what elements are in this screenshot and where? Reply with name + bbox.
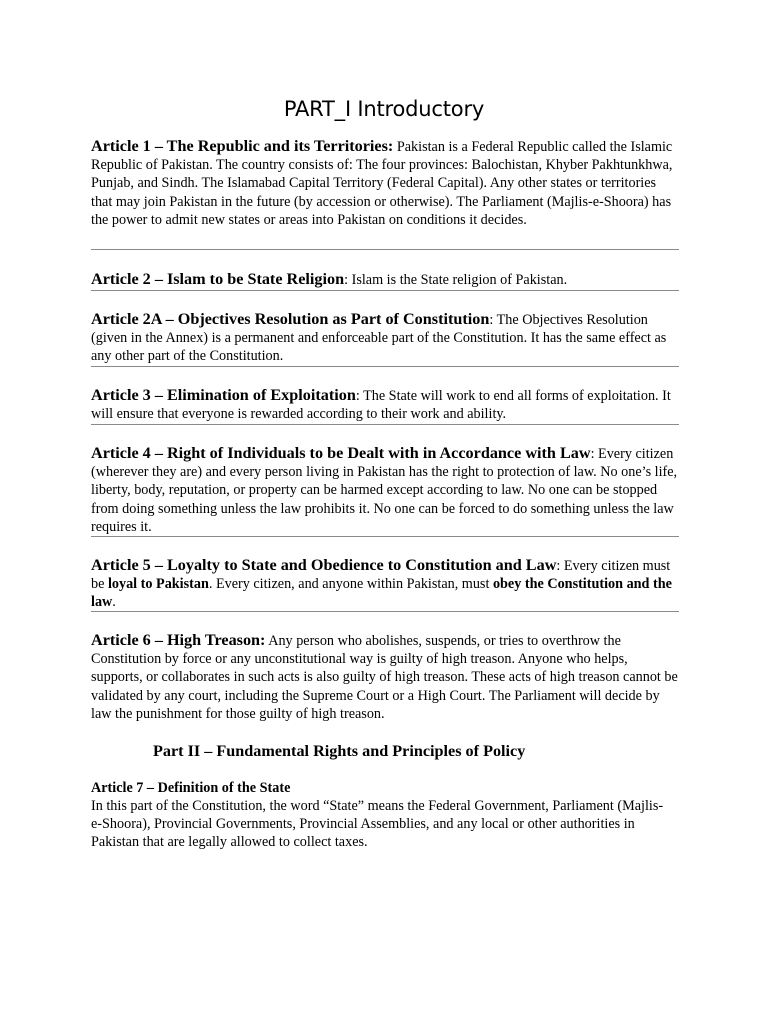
section-divider xyxy=(91,536,679,537)
article-2-body: : Islam is the State religion of Pakistan. xyxy=(344,272,568,288)
article-5-body-c: . xyxy=(112,594,116,611)
article-6-heading: Article 6 – High Treason: xyxy=(91,631,266,649)
article-6 xyxy=(91,631,679,723)
article-5-body-a: : Every citizen must be xyxy=(91,558,671,593)
article-5-bold-a: loyal to Pakistan xyxy=(107,576,209,593)
article-2a-heading: Article 2A – Objectives Resolution as Part of Constitution xyxy=(91,310,490,328)
article-2a-body: : The Objectives Resolution (given in the Annex) is a permanent and enforceable part of the Constitution. It has the same effect as any other part of the Constitution. xyxy=(91,312,667,365)
section-divider xyxy=(91,366,679,367)
article-4 xyxy=(91,444,679,536)
section-divider xyxy=(91,249,679,250)
article-5-body-b: . Every citizen, and anyone within Pakistan, must xyxy=(208,576,493,593)
article-3-heading: Article 3 – Elimination of Exploitation xyxy=(91,386,356,404)
article-6-body: Any person who abolishes, suspends, or tries to overthrow the Constitution by force or any unconstitutional way is guilty of high treason. Anyone who helps, supports, or collaborates in such acts is also guilty of high treason. These acts of high treason cannot be validated by any court, including the Supreme Court or a High Court. The Parliament will decide by law the punishment for those guilty of high treason. xyxy=(91,633,678,722)
article-1-body: Pakistan is a Federal Republic called the Islamic Republic of Pakistan. The country consists of: The four provinces: Balochistan, Khyber Pakhtunkhwa, Punjab, and Sindh. The Islamabad Capital Territory (Federal Capital). Any other states or territories that may join Pakistan in the future (by accession or otherwise). The Parliament (Majlis-e-Shoora) has the power to admit new states or areas into Pakistan on conditions it decides. xyxy=(91,139,673,228)
article-5-heading: Article 5 – Loyalty to State and Obedience to Constitution and Law xyxy=(91,556,557,574)
article-3 xyxy=(91,386,679,423)
article-2 xyxy=(91,270,679,289)
article-5-bold-b: obey the Constitution and the law xyxy=(91,576,672,611)
article-7-heading: Article 7 – Definition of the State xyxy=(91,780,291,796)
page-title: PART_I Introductory xyxy=(283,97,485,121)
article-2a xyxy=(91,310,679,366)
article-4-body: : Every citizen (wherever they are) and every person living in Pakistan has the right to protection of law. No one’s life, liberty, body, reputation, or property can be harmed except according to law. No one can be stopped from doing something unless the law prohibits it. No one can be forced to do something unless the law requires it. xyxy=(91,446,678,535)
article-1 xyxy=(91,137,679,229)
section-divider xyxy=(91,290,679,291)
article-4-heading: Article 4 – Right of Individuals to be Dealt with in Accordance with Law xyxy=(91,444,591,462)
article-5 xyxy=(91,556,679,612)
section-divider xyxy=(91,424,679,425)
article-2-heading: Article 2 – Islam to be State Religion xyxy=(91,270,345,288)
part-2-heading: Part II – Fundamental Rights and Principles of Policy xyxy=(153,742,526,760)
section-divider xyxy=(91,611,679,612)
article-7-body: In this part of the Constitution, the word “State” means the Federal Government, Parliament (Majlis-e-Shoora), Provincial Governments, Provincial Assemblies, and any local or other authorities in Pakistan that are legally allowed to collect taxes. xyxy=(91,798,664,851)
article-3-body: : The State will work to end all forms of exploitation. It will ensure that everyone is rewarded according to their work and ability. xyxy=(91,388,671,423)
article-1-heading: Article 1 – The Republic and its Territories: xyxy=(91,137,394,155)
